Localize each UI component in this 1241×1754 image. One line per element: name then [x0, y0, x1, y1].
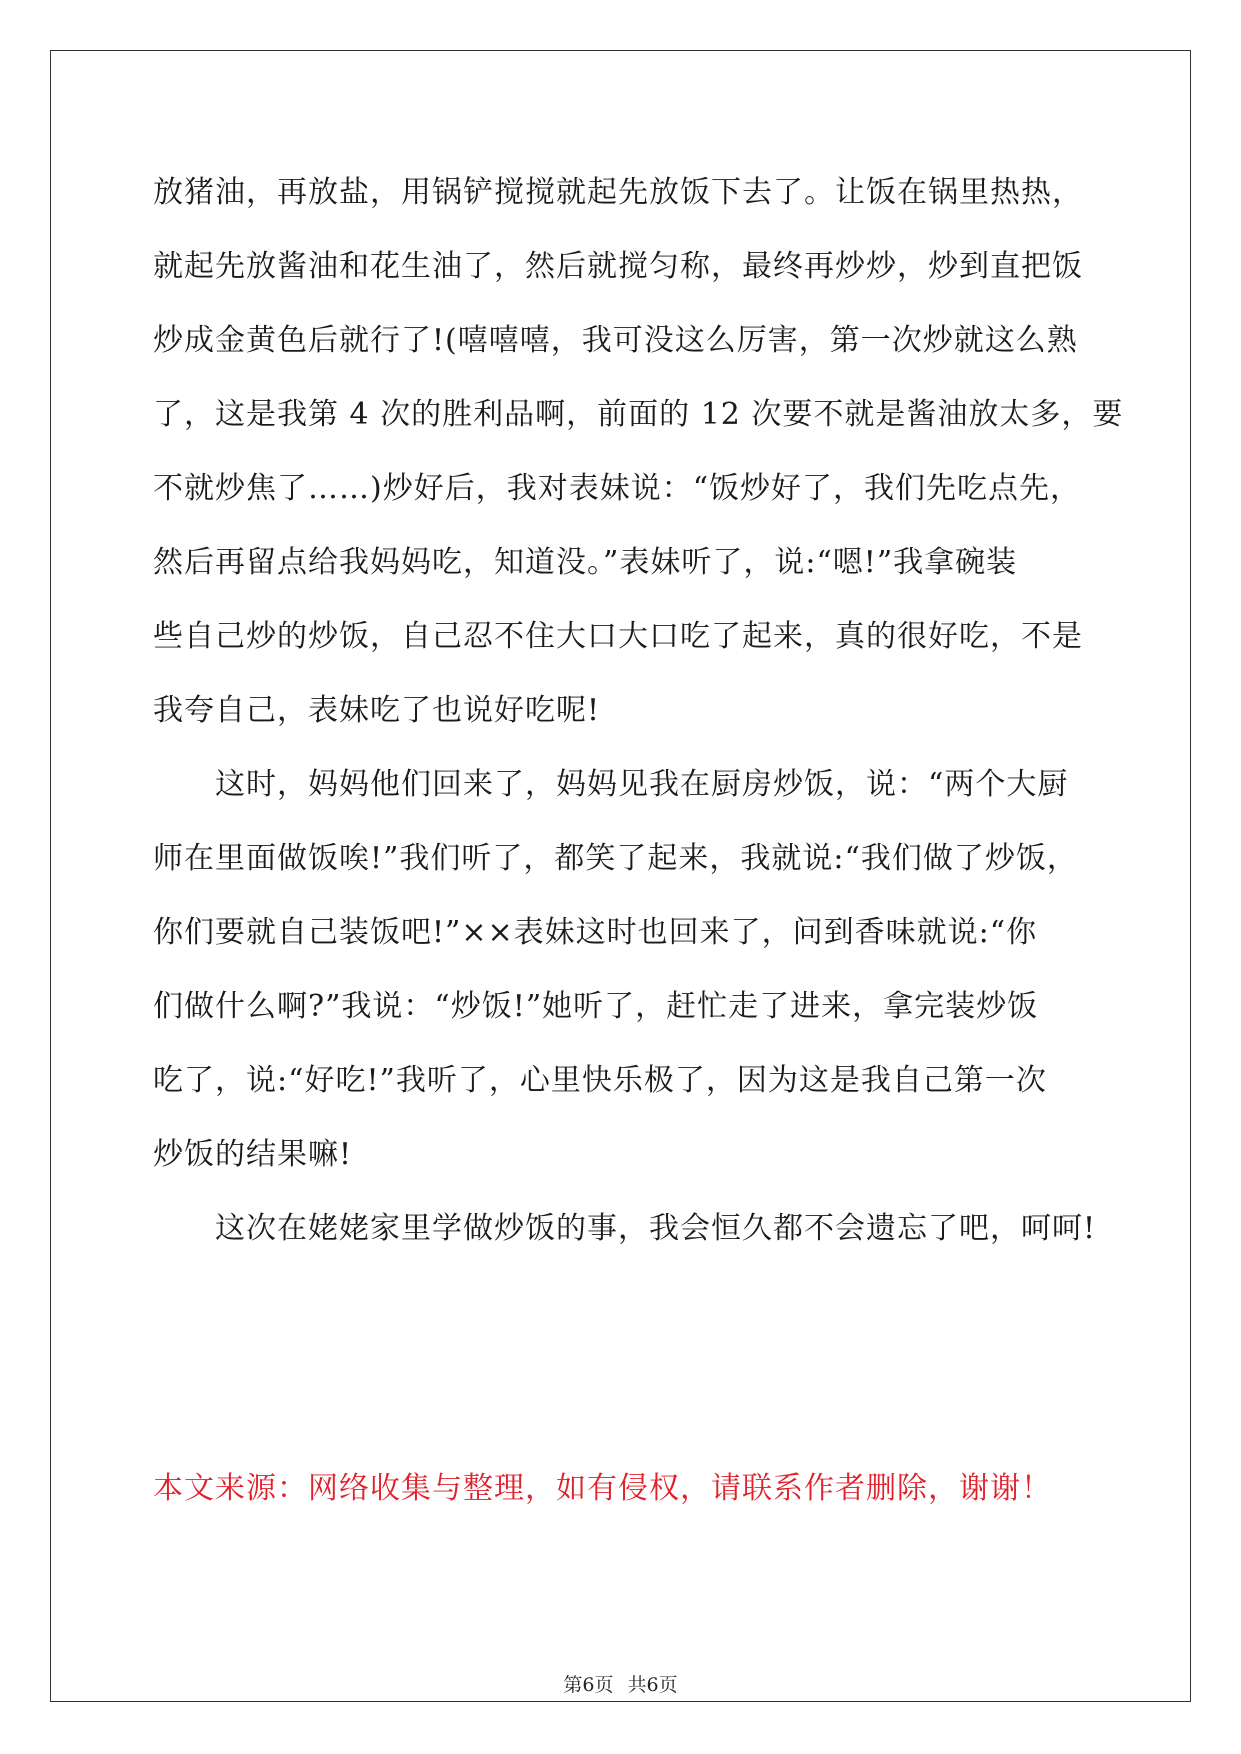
- text-line: 你们要就自己装饭吧!”××表妹这时也回来了，问到香味就说:“你: [153, 915, 1038, 950]
- paragraph-start-line: 这次在姥姥家里学做炒饭的事，我会恒久都不会遗忘了吧，呵呵!: [215, 1211, 1097, 1246]
- text-line: 炒饭的结果嘛!: [153, 1137, 353, 1172]
- text-line: 些自己炒的炒饭，自己忍不住大口大口吃了起来，真的很好吃，不是: [153, 619, 1083, 654]
- text-line: 放猪油，再放盐，用锅铲搅搅就起先放饭下去了。让饭在锅里热热，: [153, 175, 1083, 210]
- page-number-current: 第6页: [563, 1674, 614, 1696]
- text-line: 我夸自己，表妹吃了也说好吃呢!: [153, 693, 601, 728]
- page-footer: [0, 1673, 1241, 1697]
- text-line: 炒成金黄色后就行了!(嘻嘻嘻，我可没这么厉害，第一次炒就这么熟: [153, 323, 1078, 358]
- text-line: 不就炒焦了……)炒好后，我对表妹说：“饭炒好了，我们先吃点先，: [153, 471, 1082, 506]
- text-line: 就起先放酱油和花生油了，然后就搅匀称，最终再炒炒，炒到直把饭: [153, 249, 1083, 284]
- text-line: 师在里面做饭唉!”我们听了，都笑了起来，我就说:“我们做了炒饭，: [153, 841, 1078, 876]
- text-line: 们做什么啊?”我说：“炒饭!”她听了，赶忙走了进来，拿完装炒饭: [153, 989, 1039, 1024]
- source-note: 本文来源：网络收集与整理，如有侵权，请联系作者删除，谢谢！: [153, 1471, 1052, 1506]
- text-line: 然后再留点给我妈妈吃，知道没。”表妹听了，说:“嗯!”我拿碗装: [153, 545, 1018, 580]
- paragraph-start-line: 这时，妈妈他们回来了，妈妈见我在厨房炒饭，说：“两个大厨: [215, 767, 1069, 802]
- page-number-total: 共6页: [627, 1674, 678, 1696]
- text-line: 吃了，说:“好吃!”我听了，心里快乐极了，因为这是我自己第一次: [153, 1063, 1047, 1098]
- text-line: 了，这是我第 4 次的胜利品啊，前面的 12 次要不就是酱油放太多，要: [153, 397, 1124, 432]
